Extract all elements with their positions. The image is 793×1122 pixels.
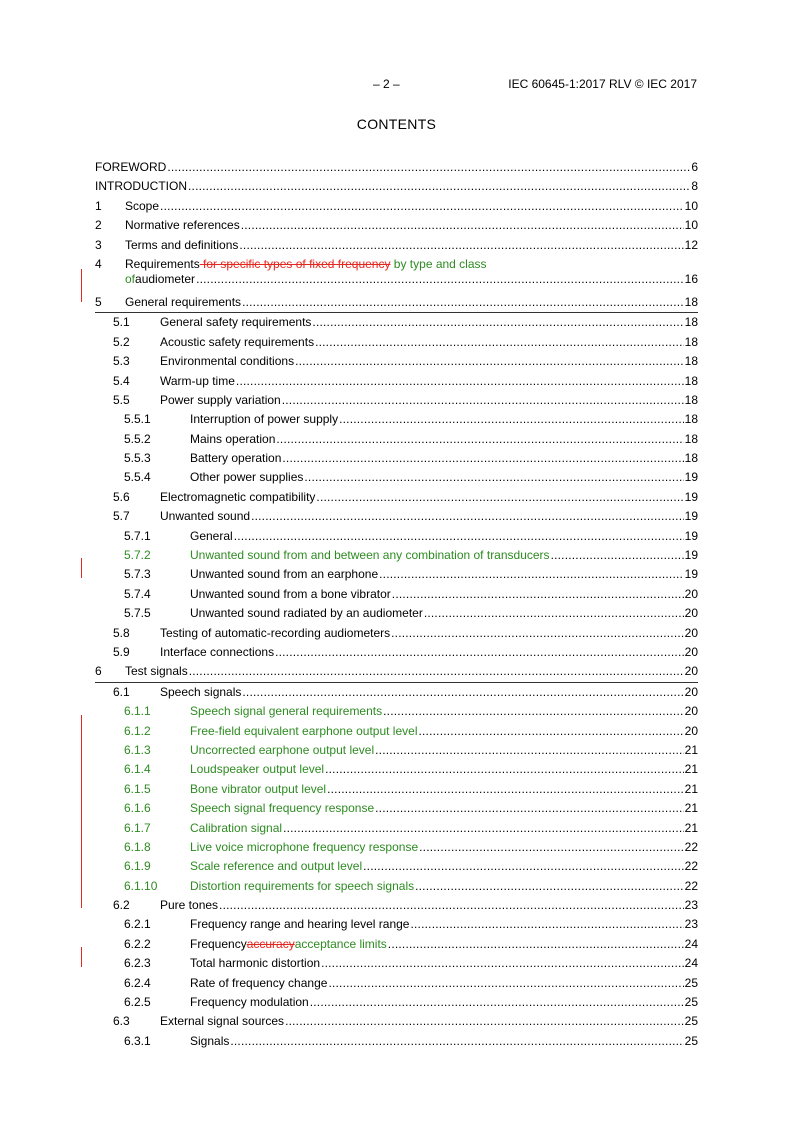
toc-entry-page: 19 — [684, 567, 698, 582]
dot-leader — [418, 722, 683, 741]
dot-leader — [239, 236, 683, 255]
toc-entry-title — [190, 780, 698, 799]
dot-leader — [379, 565, 684, 584]
toc-entry-title — [160, 352, 698, 371]
toc-entry[interactable] — [95, 197, 698, 216]
toc-entry-page: 10 — [684, 218, 698, 233]
toc-entry[interactable] — [95, 507, 698, 526]
toc-entry[interactable] — [95, 293, 698, 313]
toc-entry-page: 25 — [684, 1014, 698, 1029]
toc-entry-page: 22 — [684, 839, 698, 854]
dot-leader — [285, 1012, 684, 1031]
toc-entry-number: 5.6 — [113, 489, 130, 504]
toc-entry-page: 6 — [691, 160, 698, 174]
toc-entry-page: 19 — [684, 548, 698, 563]
toc-entry-title-segment: Battery operation — [190, 451, 282, 466]
toc-entry-number: 2 — [95, 218, 102, 233]
toc-entry-page: 20 — [684, 664, 698, 679]
toc-entry-number: 6.1.5 — [124, 781, 151, 796]
toc-entry-title — [125, 662, 698, 681]
toc-entry-title — [190, 857, 698, 876]
dot-leader — [551, 546, 684, 565]
toc-entry-title-segment: Live voice microphone frequency response — [190, 839, 419, 854]
toc-entry-page: 20 — [684, 644, 698, 659]
toc-entry[interactable] — [95, 799, 698, 818]
toc-entry-title — [190, 410, 698, 429]
toc-entry-title — [125, 270, 698, 289]
toc-entry-title — [160, 391, 698, 410]
dot-leader — [236, 372, 684, 391]
dot-leader — [325, 760, 684, 779]
toc-entry-title-segment: acceptance limits — [294, 936, 387, 951]
toc-entry[interactable] — [95, 624, 698, 643]
toc-entry-title-segment: Test signals — [125, 664, 188, 679]
toc-entry-title-segment: Scale reference and output level — [190, 859, 363, 874]
toc-entry-number: 5.1 — [113, 315, 130, 330]
toc-entry-number: 3 — [95, 237, 102, 252]
dot-leader — [276, 430, 683, 449]
toc-entry[interactable] — [95, 488, 698, 507]
dot-leader — [310, 993, 684, 1012]
toc-entry-number: 5.3 — [113, 354, 130, 369]
toc-entry-title-segment: accuracy — [246, 936, 295, 951]
toc-entry[interactable] — [95, 935, 698, 954]
toc-entry-title-segment: Interruption of power supply — [190, 412, 339, 427]
toc-entry-title — [190, 819, 698, 838]
toc-entry-title-segment: Unwanted sound — [160, 509, 251, 524]
toc-entry-page: 20 — [684, 684, 698, 699]
toc-entry[interactable] — [95, 585, 698, 604]
dot-leader — [383, 702, 684, 721]
toc-entry-page: 19 — [684, 489, 698, 504]
toc-entry-title-segment: Total harmonic distortion — [190, 956, 321, 971]
toc-entry-title-segment: Requirements — [125, 256, 200, 271]
dot-leader — [167, 158, 690, 177]
toc-entry-title — [190, 954, 698, 973]
toc-entry-title — [190, 915, 698, 934]
toc-entry-title — [190, 702, 698, 721]
toc-entry-title-segment: Testing of automatic-recording audiometers — [160, 625, 391, 640]
toc-entry-page: 12 — [684, 237, 698, 252]
toc-entry-title-segment: Pure tones — [160, 898, 219, 913]
toc-entry-title-segment: Frequency modulation — [190, 995, 309, 1010]
toc-entry-title-segment: Terms and definitions — [125, 237, 239, 252]
toc-entry-title — [190, 468, 698, 487]
toc-entry-title — [190, 974, 698, 993]
toc-entry-title-segment: Unwanted sound radiated by an audiometer — [190, 606, 423, 621]
toc-entry-title — [95, 177, 698, 196]
toc-entry-title-segment: Rate of frequency change — [190, 975, 328, 990]
toc-entry-title — [125, 293, 698, 312]
toc-entry-title-segment: Scope — [125, 198, 160, 213]
toc-entry-title — [190, 1032, 698, 1051]
dot-leader — [160, 197, 684, 216]
toc-entry-title — [190, 935, 698, 954]
toc-entry-title-segment: Speech signal general requirements — [190, 704, 383, 719]
toc-entry[interactable] — [95, 604, 698, 623]
toc-entry[interactable] — [95, 236, 698, 255]
toc-entry-title-segment: Unwanted sound from a bone vibrator — [190, 586, 391, 601]
toc-entry-number: 6.3.1 — [124, 1033, 151, 1048]
revision-change-bar — [81, 715, 82, 908]
toc-entry-title — [190, 604, 698, 623]
dot-leader — [388, 935, 684, 954]
toc-entry-page: 20 — [684, 625, 698, 640]
toc-entry-number: 6.1.9 — [124, 859, 151, 874]
dot-leader — [424, 604, 684, 623]
toc-entry-title-segment: by type and class — [390, 256, 487, 271]
toc-entry-number: 5.5.2 — [124, 431, 151, 446]
toc-entry[interactable] — [95, 643, 698, 662]
toc-entry-title — [190, 741, 698, 760]
toc-entry-number: 6.1.3 — [124, 742, 151, 757]
standard-reference: IEC 60645-1:2017 RLV © IEC 2017 — [508, 77, 697, 91]
toc-entry[interactable] — [95, 993, 698, 1012]
toc-entry-number: 6.1 — [113, 684, 130, 699]
dot-leader — [419, 838, 684, 857]
toc-entry[interactable] — [95, 1012, 698, 1031]
toc-entry-page: 24 — [684, 936, 698, 951]
dot-leader — [241, 216, 684, 235]
dot-leader — [375, 799, 684, 818]
toc-entry-number: 5.7.3 — [124, 567, 151, 582]
toc-entry-title-segment: for specific types of fixed frequency — [199, 256, 391, 271]
dot-leader — [188, 177, 690, 196]
toc-entry-title-segment: Bone vibrator output level — [190, 781, 327, 796]
toc-entry-number: 5.2 — [113, 334, 130, 349]
toc-entry[interactable] — [95, 896, 698, 915]
toc-entry-page: 10 — [684, 198, 698, 213]
dot-leader — [415, 877, 684, 896]
revision-change-bar — [81, 269, 82, 302]
toc-entry-page: 18 — [684, 431, 698, 446]
toc-entry[interactable] — [95, 683, 698, 702]
toc-entry-number: 6 — [95, 664, 102, 679]
dot-leader — [392, 585, 684, 604]
toc-entry-title — [160, 372, 698, 391]
toc-entry[interactable] — [95, 216, 698, 235]
toc-entry-number: 6.1.4 — [124, 762, 151, 777]
toc-entry-title — [125, 197, 698, 216]
toc-entry-title-segment: Signals — [190, 1033, 230, 1048]
toc-entry[interactable] — [95, 780, 698, 799]
toc-entry[interactable] — [95, 915, 698, 934]
toc-entry-title-segment: Other power supplies — [190, 470, 304, 485]
toc-entry-number: 6.1.8 — [124, 839, 151, 854]
toc-entry-title — [190, 838, 698, 857]
toc-entry-title — [190, 799, 698, 818]
toc-entry-number: 5.7.5 — [124, 606, 151, 621]
dot-leader — [242, 683, 683, 702]
toc-entry-title-segment: Uncorrected earphone output level — [190, 742, 375, 757]
dot-leader — [339, 410, 684, 429]
toc-entry-title — [160, 488, 698, 507]
toc-entry[interactable] — [95, 857, 698, 876]
toc-entry[interactable] — [95, 352, 698, 371]
toc-entry-number: 5.7 — [113, 509, 130, 524]
dot-leader — [312, 313, 683, 332]
toc-entry-number: 6.1.2 — [124, 723, 151, 738]
toc-entry-title-segment: Unwanted sound from and between any combination of transducers — [190, 548, 550, 563]
toc-entry-number: 5.7.4 — [124, 586, 151, 601]
dot-leader — [189, 662, 684, 681]
toc-entry-number: 6.2.5 — [124, 995, 151, 1010]
page-header — [0, 77, 793, 93]
toc-entry-number: 5.4 — [113, 373, 130, 388]
toc-entry-title — [190, 527, 698, 546]
toc-entry-title-segment: Acoustic safety requirements — [160, 334, 315, 349]
toc-entry-number: 5.9 — [113, 644, 130, 659]
toc-entry-page: 18 — [684, 412, 698, 427]
toc-entry-page: 18 — [684, 392, 698, 407]
toc-entry-title — [190, 877, 698, 896]
toc-entry-title — [160, 313, 698, 332]
toc-entry-page: 8 — [691, 179, 698, 194]
toc-entry-title — [95, 158, 698, 177]
toc-entry[interactable] — [95, 158, 698, 177]
toc-entry-number: 5.8 — [113, 625, 130, 640]
toc-entry[interactable] — [95, 1032, 698, 1051]
revision-change-bar — [81, 558, 82, 578]
toc-entry-number: 5.5.3 — [124, 451, 151, 466]
dot-leader — [275, 643, 684, 662]
dot-leader — [295, 352, 684, 371]
toc-entry-page: 19 — [684, 528, 698, 543]
dot-leader — [282, 449, 683, 468]
toc-entry-title — [190, 585, 698, 604]
toc-entry[interactable] — [95, 313, 698, 332]
toc-entry-title-segment: Electromagnetic compatibility — [160, 489, 316, 504]
toc-entry-page: 22 — [684, 878, 698, 893]
toc-entry-number: 5.7.2 — [124, 548, 151, 563]
toc-entry-title — [160, 683, 698, 702]
toc-entry-title — [190, 449, 698, 468]
dot-leader — [242, 293, 684, 312]
dot-leader — [315, 333, 684, 352]
toc-entry-title — [190, 430, 698, 449]
toc-entry-page: 18 — [684, 294, 698, 309]
toc-entry-page: 20 — [684, 586, 698, 601]
toc-entry-title-segment: Environmental conditions — [160, 354, 295, 369]
toc-entry-title — [190, 760, 698, 779]
toc-entry-page: 19 — [684, 470, 698, 485]
toc-entry-page: 18 — [684, 373, 698, 388]
toc-entry-title — [160, 643, 698, 662]
toc-entry-number: 5.5.4 — [124, 470, 151, 485]
page-title: CONTENTS — [356, 116, 437, 132]
toc-entry-page: 18 — [684, 451, 698, 466]
toc-entry[interactable] — [95, 449, 698, 468]
toc-entry-number: 6.2.2 — [124, 936, 151, 951]
toc-entry-title-segment: audiometer — [135, 271, 196, 286]
dot-leader — [316, 488, 683, 507]
toc-entry-title-segment: General — [190, 528, 233, 543]
toc-entry[interactable] — [95, 565, 698, 584]
toc-entry[interactable] — [95, 372, 698, 391]
toc-entry-page: 25 — [684, 1033, 698, 1048]
toc-entry-page: 21 — [684, 801, 698, 816]
toc-entry[interactable] — [95, 760, 698, 779]
dot-leader — [363, 857, 684, 876]
toc-entry[interactable] — [95, 662, 698, 682]
toc-entry-number: 6.1.10 — [124, 878, 158, 893]
toc-entry-title — [190, 993, 698, 1012]
toc-entry[interactable] — [95, 702, 698, 721]
toc-entry-page: 20 — [684, 606, 698, 621]
toc-entry[interactable] — [95, 430, 698, 449]
toc-entry-page: 23 — [684, 917, 698, 932]
toc-entry-title-segment: Speech signal frequency response — [190, 801, 375, 816]
toc-entry-number: 6.2.3 — [124, 956, 151, 971]
toc-entry-title-segment: Power supply variation — [160, 392, 281, 407]
toc-entry-page: 21 — [684, 742, 698, 757]
toc-entry-title-segment: INTRODUCTION — [95, 179, 187, 194]
toc-entry-title-segment: External signal sources — [160, 1014, 285, 1029]
dot-leader — [282, 391, 684, 410]
toc-entry-page: 18 — [684, 334, 698, 349]
dot-leader — [328, 974, 683, 993]
table-of-contents — [95, 158, 698, 1051]
toc-entry[interactable] — [95, 177, 698, 196]
toc-entry-title — [125, 236, 698, 255]
toc-entry-number: 6.1.7 — [124, 820, 151, 835]
toc-entry-title — [125, 216, 698, 235]
toc-entry-page: 21 — [684, 820, 698, 835]
dot-leader — [283, 819, 684, 838]
toc-entry-page: 19 — [684, 509, 698, 524]
toc-entry[interactable] — [95, 546, 698, 565]
dot-leader — [410, 915, 683, 934]
toc-entry[interactable] — [95, 333, 698, 352]
toc-entry[interactable] — [95, 255, 698, 293]
toc-entry-title — [160, 624, 698, 643]
toc-entry-number: 5 — [95, 294, 102, 309]
toc-entry-page: 21 — [684, 762, 698, 777]
toc-entry-title-segment: Calibration signal — [190, 820, 283, 835]
toc-entry[interactable] — [95, 974, 698, 993]
toc-entry-title — [160, 333, 698, 352]
dot-leader — [304, 468, 683, 487]
dot-leader — [251, 507, 684, 526]
toc-entry-title — [190, 546, 698, 565]
toc-entry-page: 23 — [684, 898, 698, 913]
toc-entry[interactable] — [95, 877, 698, 896]
toc-entry-title — [190, 722, 698, 741]
toc-entry-number: 5.5 — [113, 392, 130, 407]
toc-entry-page: 22 — [684, 859, 698, 874]
toc-entry-number: 6.1.6 — [124, 801, 151, 816]
toc-entry-page: 18 — [684, 315, 698, 330]
toc-entry-title-segment: General safety requirements — [160, 315, 312, 330]
toc-entry-number: 6.2.1 — [124, 917, 151, 932]
toc-entry[interactable] — [95, 410, 698, 429]
toc-entry-number: 6.1.1 — [124, 704, 151, 719]
toc-entry-title-segment: General requirements — [125, 294, 242, 309]
toc-entry-page: 16 — [684, 271, 698, 286]
dot-leader — [196, 270, 684, 289]
toc-entry-number: 6.2 — [113, 898, 130, 913]
dot-leader — [327, 780, 684, 799]
toc-entry[interactable] — [95, 468, 698, 487]
toc-entry-number: 4 — [95, 256, 102, 271]
toc-entry-title-segment: Distortion requirements for speech signals — [190, 878, 415, 893]
toc-entry[interactable] — [95, 819, 698, 838]
revision-change-bar — [81, 947, 82, 967]
dot-leader — [375, 741, 684, 760]
toc-entry-title-segment: Unwanted sound from an earphone — [190, 567, 379, 582]
toc-entry-title-segment: FOREWORD — [95, 160, 167, 174]
toc-entry-number: 5.7.1 — [124, 528, 151, 543]
toc-entry-page: 18 — [684, 354, 698, 369]
toc-entry-title-segment: Interface connections — [160, 644, 275, 659]
page-number: – 2 – — [373, 77, 400, 91]
toc-entry[interactable] — [95, 391, 698, 410]
toc-entry-number: 5.5.1 — [124, 412, 151, 427]
dot-leader — [321, 954, 684, 973]
toc-entry[interactable] — [95, 954, 698, 973]
toc-entry-title-segment: Frequency range and hearing level range — [190, 917, 410, 932]
toc-entry-title — [160, 1012, 698, 1031]
toc-entry-title-segment: Loudspeaker output level — [190, 762, 325, 777]
toc-entry-title-segment: Free-field equivalent earphone output level — [190, 723, 418, 738]
toc-entry-page: 25 — [684, 995, 698, 1010]
dot-leader — [234, 527, 684, 546]
toc-entry-title-segment: Normative references — [125, 218, 240, 233]
toc-entry-page: 21 — [684, 781, 698, 796]
toc-entry-title-segment: Frequency — [190, 936, 247, 951]
toc-entry[interactable] — [95, 722, 698, 741]
dot-leader — [391, 624, 684, 643]
toc-entry[interactable] — [95, 527, 698, 546]
toc-entry-title — [190, 565, 698, 584]
toc-entry[interactable] — [95, 838, 698, 857]
toc-entry-title-segment: Mains operation — [190, 431, 276, 446]
toc-entry-page: 20 — [684, 704, 698, 719]
toc-entry-number: 6.2.4 — [124, 975, 151, 990]
toc-entry-page: 24 — [684, 956, 698, 971]
toc-entry-title-segment: of — [125, 271, 136, 286]
toc-entry-page: 25 — [684, 975, 698, 990]
toc-entry[interactable] — [95, 741, 698, 760]
dot-leader — [230, 1032, 683, 1051]
dot-leader — [219, 896, 684, 915]
toc-entry-title-segment: Speech signals — [160, 684, 242, 699]
toc-entry-number: 1 — [95, 198, 102, 213]
toc-entry-page: 20 — [684, 723, 698, 738]
toc-entry-number: 6.3 — [113, 1014, 130, 1029]
toc-entry-title-segment: Warm-up time — [160, 373, 235, 388]
toc-entry-title — [160, 896, 698, 915]
toc-entry-title — [160, 507, 698, 526]
